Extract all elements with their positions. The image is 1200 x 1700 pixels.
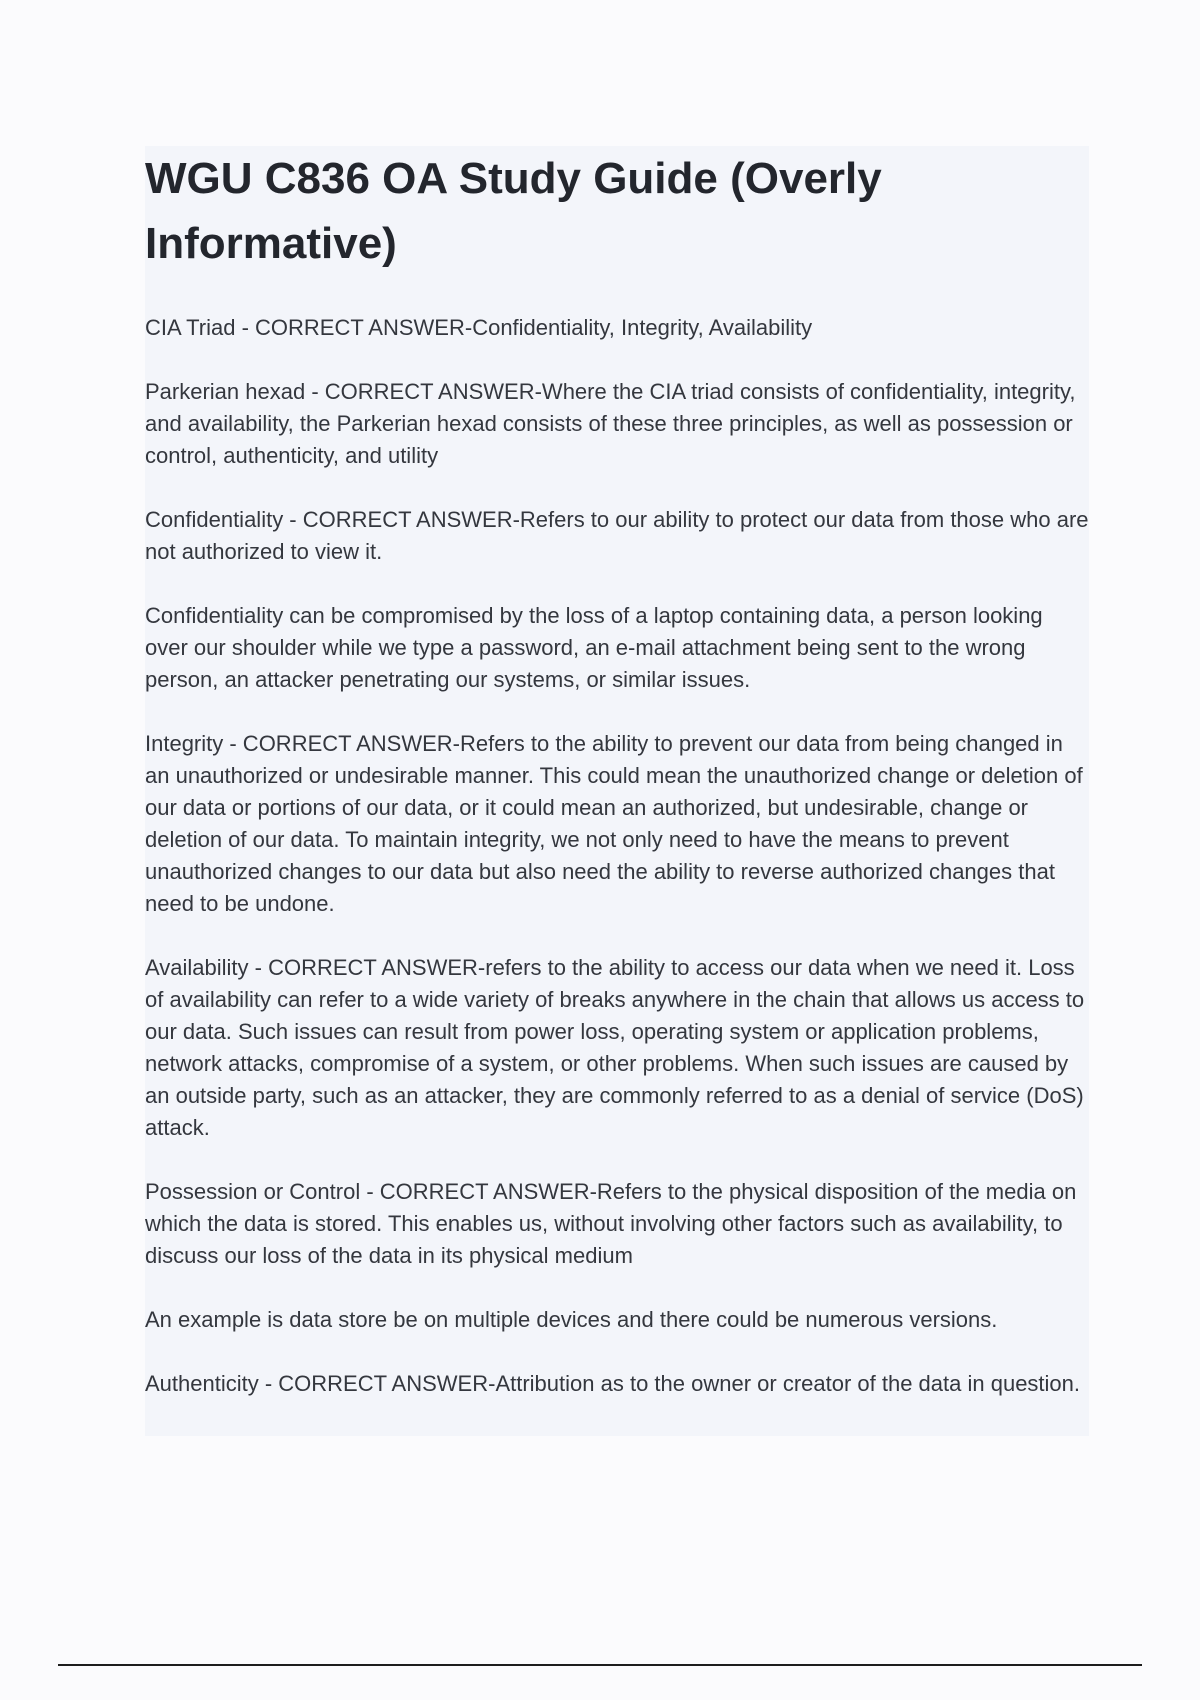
entry-availability: Availability - CORRECT ANSWER-refers to the ability to access our data when we need it. Loss of availability can refer to a wide variety of breaks anywhere in the chain that allows us access to our data. Such issues can result from power loss, operating system or application problems, network attacks, compromise of a system, or other problems. When such issues are caused by an outside party, such as an attacker, they are commonly referred to as a denial of service (DoS) attack.	[145, 955, 1085, 1140]
entry-authenticity: Authenticity - CORRECT ANSWER-Attribution as to the owner or creator of the data in question.	[145, 1371, 1081, 1396]
document-title: WGU C836 OA Study Guide (Overly Informative)	[145, 154, 882, 268]
entry-integrity: Integrity - CORRECT ANSWER-Refers to the ability to prevent our data from being changed in an unauthorized or undesirable manner. This could mean the unauthorized change or deletion of our data or portions of our data, or it could mean an authorized, but undesirable, change or deletion of our data. To maintain integrity, we not only need to have the means to prevent unauthorized changes to our data but also need the ability to reverse authorized changes that need to be undone.	[145, 731, 1083, 916]
footer-divider	[58, 1664, 1142, 1666]
entry-parkerian-hexad: Parkerian hexad - CORRECT ANSWER-Where the CIA triad consists of confidentiality, integrity, and availability, the Parkerian hexad consists of these three principles, as well as possession or control, authenticity, and utility	[145, 379, 1076, 468]
entry-possession-control: Possession or Control - CORRECT ANSWER-Refers to the physical disposition of the media on which the data is stored. This enables us, without involving other factors such as availability, to discuss our loss of the data in its physical medium	[145, 1179, 1077, 1268]
entry-possession-example: An example is data store be on multiple devices and there could be numerous versions.	[145, 1307, 998, 1332]
entry-confidentiality-compromise: Confidentiality can be compromised by the loss of a laptop containing data, a person looking over our shoulder while we type a password, an e-mail attachment being sent to the wrong person, an attacker penetrating our systems, or similar issues.	[145, 603, 1043, 692]
entry-confidentiality: Confidentiality - CORRECT ANSWER-Refers to our ability to protect our data from those who are not authorized to view it.	[145, 507, 1089, 564]
entry-cia-triad: CIA Triad - CORRECT ANSWER-Confidentiality, Integrity, Availability	[145, 315, 813, 340]
study-guide-content	[145, 146, 1089, 1436]
